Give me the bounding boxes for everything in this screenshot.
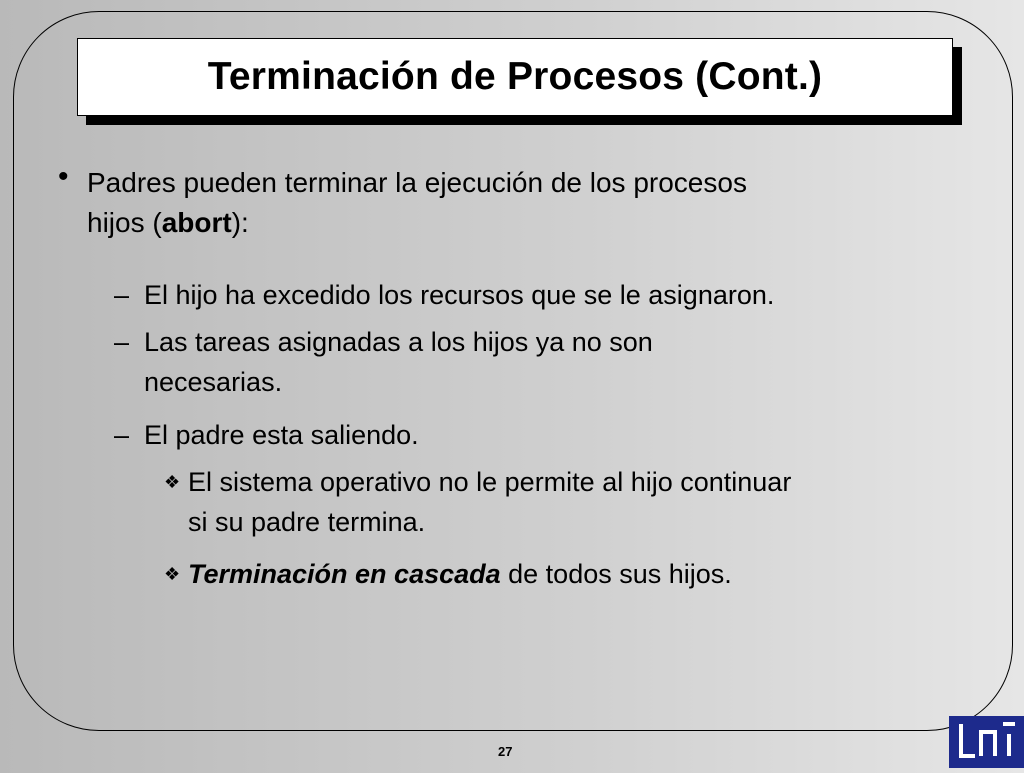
sub-bullet-2-line2: necesarias.	[144, 367, 283, 397]
sub-bullet-2-line1: Las tareas asignadas a los hijos ya no son	[144, 327, 653, 357]
main-bullet-prefix: hijos (	[87, 207, 162, 238]
logo-mark-icon	[949, 716, 1024, 768]
diamond-bullet-icon: ❖	[164, 472, 181, 492]
main-bullet-line2	[87, 207, 249, 239]
main-bullet-line1: Padres pueden terminar la ejecución de los procesos	[87, 167, 747, 198]
bullet-dot-icon: •	[58, 160, 69, 193]
dash-icon: –	[114, 327, 130, 357]
main-bullet-suffix: ):	[231, 207, 249, 238]
abort-keyword: abort	[161, 207, 232, 238]
sub-bullet-1: El hijo ha excedido los recursos que se le asignaron.	[144, 280, 775, 310]
subsub-bullet-1-line2: si su padre termina.	[188, 507, 426, 537]
subsub-bullet-2-rest: de todos sus hijos.	[500, 559, 732, 589]
subsub-bullet-1-line1: El sistema operativo no le permite al hijo continuar	[188, 467, 792, 497]
university-logo	[949, 716, 1024, 768]
cascade-termination-term: Terminación en cascada	[188, 559, 501, 589]
diamond-bullet-icon: ❖	[164, 564, 181, 584]
page-number: 27	[498, 744, 513, 759]
dash-icon: –	[114, 280, 130, 310]
subsub-bullet-2	[188, 559, 732, 590]
sub-bullet-3: El padre esta saliendo.	[144, 420, 419, 450]
slide-title: Terminación de Procesos (Cont.)	[207, 55, 823, 98]
title-box	[77, 38, 953, 116]
dash-icon: –	[114, 420, 130, 450]
